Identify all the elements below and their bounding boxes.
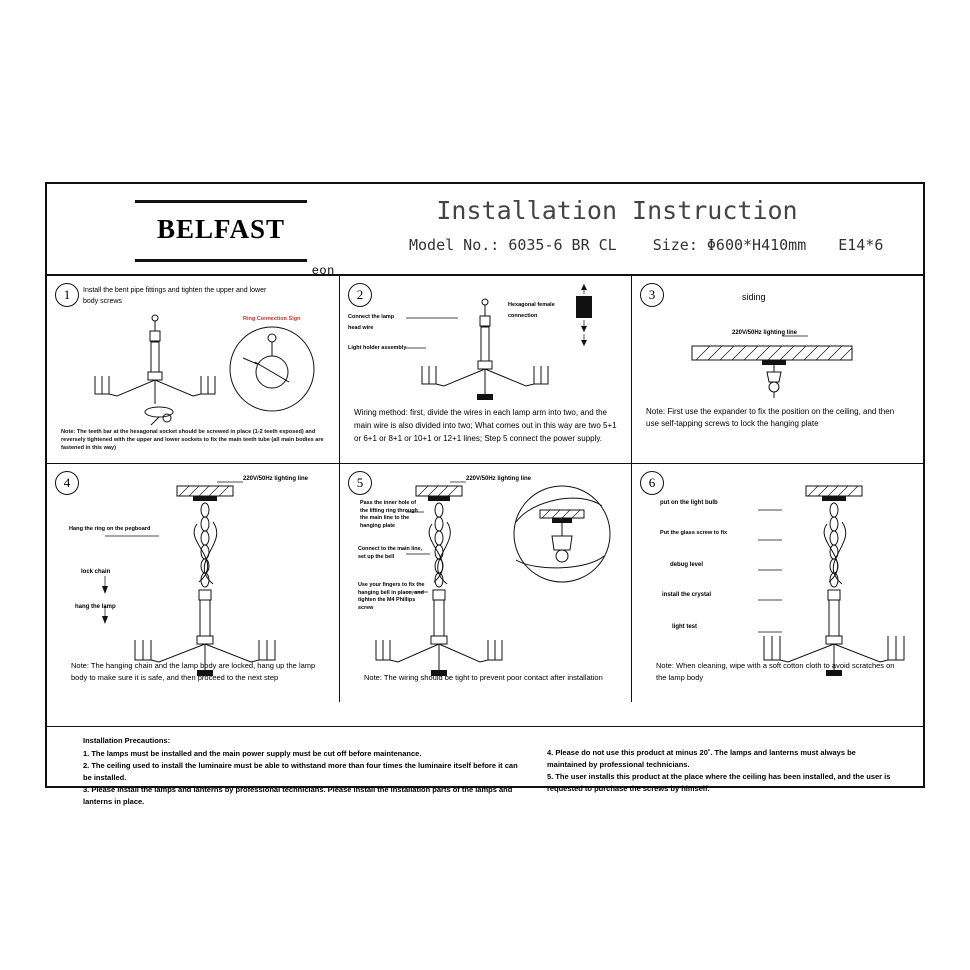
precautions-heading: Installation Precautions: xyxy=(83,736,171,745)
step-4-ring-label: Hang the ring on the pegboard xyxy=(69,526,151,532)
step-3-caption: siding xyxy=(742,292,766,302)
step-5-pass-label: Pass the inner hole of the lifting ring through the main line to the hanging plate xyxy=(360,500,418,529)
step-1 xyxy=(47,276,339,464)
precaution-item: 3. Please install the lamps and lanterns by professional technicians. Please install the installation parts of the lamps and lanterns in place. xyxy=(83,785,513,806)
step-6-glass-label: Put the glass screw to fix xyxy=(660,530,728,536)
step-5-connect-label: Connect to the main line, set up the bell xyxy=(358,546,423,560)
step-4-hang-label: hang the lamp xyxy=(75,604,116,610)
step-2-number: 2 xyxy=(348,283,372,307)
step-2 xyxy=(339,276,631,464)
model-line xyxy=(357,236,917,254)
step-3 xyxy=(631,276,923,464)
step-1-number: 1 xyxy=(55,283,79,307)
precaution-item: 5. The user installs this product at the place where the ceiling has been installed, and the user is requested to purchase the screws by himself. xyxy=(547,772,891,793)
brand-sub: eon xyxy=(311,263,335,277)
sheet-header xyxy=(47,184,923,276)
step-4-note: Note: The hanging chain and the lamp body are locked, hang up the lamp body to make sure it is safe, and then proceed to the next step xyxy=(71,661,316,682)
step-5-fingers-label: Use your fingers to fix the hanging bell in place, and tighten the M4 Phillips screw xyxy=(358,582,425,611)
step-6 xyxy=(631,464,923,702)
steps-grid xyxy=(47,276,923,726)
step-4-number: 4 xyxy=(55,471,79,495)
step-5-note: Note: The wiring should be tight to prevent poor contact after installation xyxy=(364,673,603,682)
instruction-sheet xyxy=(45,182,925,806)
step-4-line-label: 220V/50Hz lighting line xyxy=(243,476,309,482)
step-1-note: Note: The teeth bar at the hexagonal socket should be screwed in place (1-2 teeth exposed) and reversely tightened with the upper and lower sockets to fix the main teeth tube (all main bodies are fastened in this way) xyxy=(61,429,324,451)
step-5-number: 5 xyxy=(348,471,372,495)
step-5-line-label: 220V/50Hz lighting line xyxy=(466,476,532,482)
step-2-note: Wiring method: first, divide the wires in each lamp arm into two, and the main wire is also divided into two; What comes out in this way are two 5+1 or 6+1 or 8+1 or 10+1 or 12+1 lines; Step 5 connect the power supply. xyxy=(354,408,617,443)
step-6-number: 6 xyxy=(640,471,664,495)
step-3-figure xyxy=(632,276,924,464)
precaution-item: 1. The lamps must be installed and the main power supply must be cut off before maintenance. xyxy=(83,749,422,758)
step-4-lock-label: lock chain xyxy=(81,569,111,575)
step-6-debug-label: debug level xyxy=(670,562,704,568)
size-spec: Size: Φ600*H410mm xyxy=(652,236,807,254)
step-3-note: Note: First use the expander to fix the position on the ceiling, and then use self-tapping screws to lock the hanging plate xyxy=(646,407,895,428)
step-1-ring-label: Ring Connection Sign xyxy=(243,316,301,322)
step-2-hex-label: Hexagonal female connection xyxy=(508,302,555,319)
step-3-number: 3 xyxy=(640,283,664,307)
step-3-line-label: 220V/50Hz lighting line xyxy=(732,330,798,336)
model-number: Model No.: 6035-6 BR CL xyxy=(409,236,617,254)
step-6-note: Note: When cleaning, wipe with a soft cotton cloth to avoid scratches on the lamp body xyxy=(656,661,895,682)
step-6-crystal-label: install the crystal xyxy=(662,592,712,598)
step-6-test-label: light test xyxy=(672,624,697,630)
step-2-head-wire-label: Connect the lamp head wire xyxy=(348,314,395,331)
precautions-right xyxy=(547,747,897,795)
step-1-caption: Install the bent pipe fittings and tighten the upper and lower body screws xyxy=(83,287,267,305)
step-4 xyxy=(47,464,339,702)
step-5 xyxy=(339,464,631,702)
brand-logo xyxy=(135,200,335,277)
bulb-spec: E14*6 xyxy=(838,236,884,254)
step-2-holder-label: Light holder assembly xyxy=(348,345,407,351)
precaution-item: 4. Please do not use this product at minus 20˚. The lamps and lanterns must always be maintained by professional technicians. xyxy=(547,748,856,769)
precautions-left xyxy=(83,735,523,808)
precaution-item: 2. The ceiling used to install the luminaire must be able to withstand more than four times the luminaire itself before it can be installed. xyxy=(83,761,518,782)
step-6-bulb-label: put on the light bulb xyxy=(660,500,718,506)
precautions-footer xyxy=(47,726,923,806)
brand-name: BELFAST xyxy=(156,214,286,244)
page-title: Installation Instruction xyxy=(436,196,798,225)
